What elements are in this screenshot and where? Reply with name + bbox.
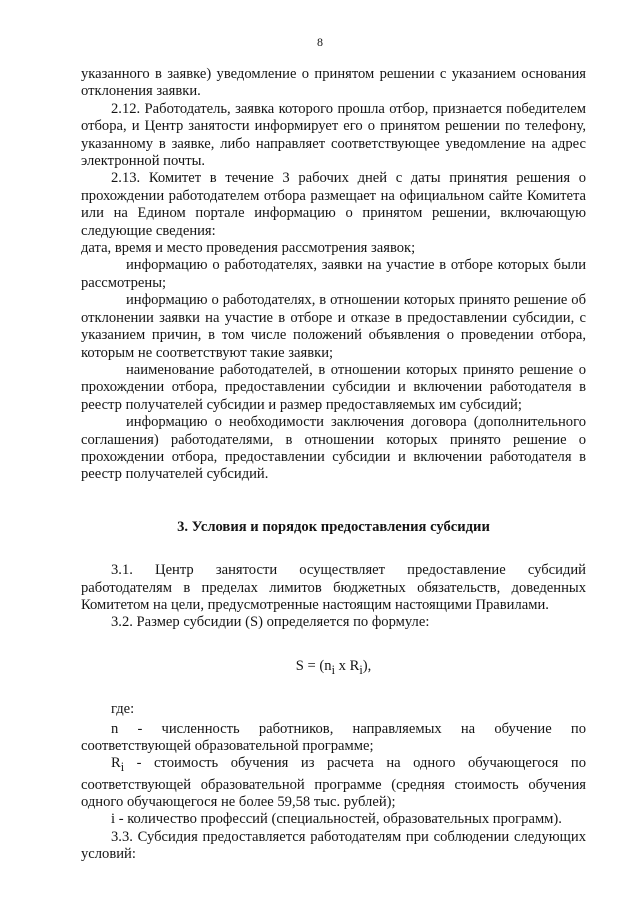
section-heading: 3. Условия и порядок предоставления субсидии: [177, 518, 490, 535]
paragraph-3-1: 3.1. Центр занятости осуществляет предоставление субсидий работодателям в пределах лимитов бюджетных обязательств, доведенных Комитетом на цели, предусмотренные настоящим настоящими Правилами.: [81, 562, 586, 613]
paragraph-2-13: 2.13. Комитет в течение 3 рабочих дней с даты принятия решения о прохождении работодателем отбора размещает на официальном сайте Комитета или на Едином портале информацию о принятом решении, включающую следующие сведения:: [81, 170, 586, 239]
formula-sub-1: i: [331, 662, 335, 677]
formula-mid: x R: [334, 657, 360, 674]
definition-r-sub: i: [120, 760, 125, 775]
definition-r-symbol: R: [111, 755, 121, 772]
where-label: где:: [111, 701, 135, 718]
list-item-approved: наименование работодателей, в отношении которых принято решение о прохождении отбора, предоставлении субсидии и включении работодателя в реестр получателей субсидии и размер предоставляемых им субсидий;: [81, 361, 586, 413]
list-item-rejected: информацию о работодателях, в отношении которых принято решение об отклонении заявки на участие в отборе и отказе в предоставлении субсидии, с указанием причин, в том числе положений объявления о проведении отбора, которым не соответствуют такие заявки;: [81, 292, 586, 361]
formula-left: S = (n: [295, 657, 332, 674]
page-number: 8: [317, 35, 323, 49]
body-text: [81, 66, 586, 864]
formula-right: ),: [362, 657, 372, 674]
subsidy-formula: [81, 658, 586, 679]
list-item-date: дата, время и место проведения рассмотрения заявок;: [81, 240, 416, 257]
definition-i: i - количество профессий (специальностей, образовательных программ).: [111, 811, 562, 828]
paragraph-continuation: указанного в заявке) уведомление о принятом решении с указанием основания отклонения заявки.: [81, 66, 586, 100]
paragraph-2-12: 2.12. Работодатель, заявка которого прошла отбор, признается победителем отбора, и Центр занятости информирует его о принятом решении по телефону, указанному в заявке, либо направляет соответствующее уведомление на адрес электронной почты.: [81, 100, 586, 170]
paragraph-3-2: 3.2. Размер субсидии (S) определяется по формуле:: [111, 614, 430, 631]
definition-n: n - численность работников, направляемых на обучение по соответствующей образовательной программе;: [81, 720, 586, 754]
paragraph-3-3: 3.3. Субсидия предоставляется работодателям при соблюдении следующих условий:: [81, 828, 586, 863]
list-item-considered: информацию о работодателях, заявки на участие в отборе которых были рассмотрены;: [81, 257, 586, 291]
definition-r-text: - стоимость обучения из расчета на одного обучающегося по соответствующей образовательной программе (средняя стоимость обучения одного обучающегося не более 59,58 тыс. рублей);: [81, 755, 586, 811]
definition-r: [81, 755, 586, 811]
list-item-contract: информацию о необходимости заключения договора (дополнительного соглашения) работодателями, в отношении которых принято решение о прохождении отбора, предоставлении субсидии и включении работодателя в реестр получателей субсидий.: [81, 414, 586, 483]
formula-sub-2: i: [359, 662, 363, 677]
